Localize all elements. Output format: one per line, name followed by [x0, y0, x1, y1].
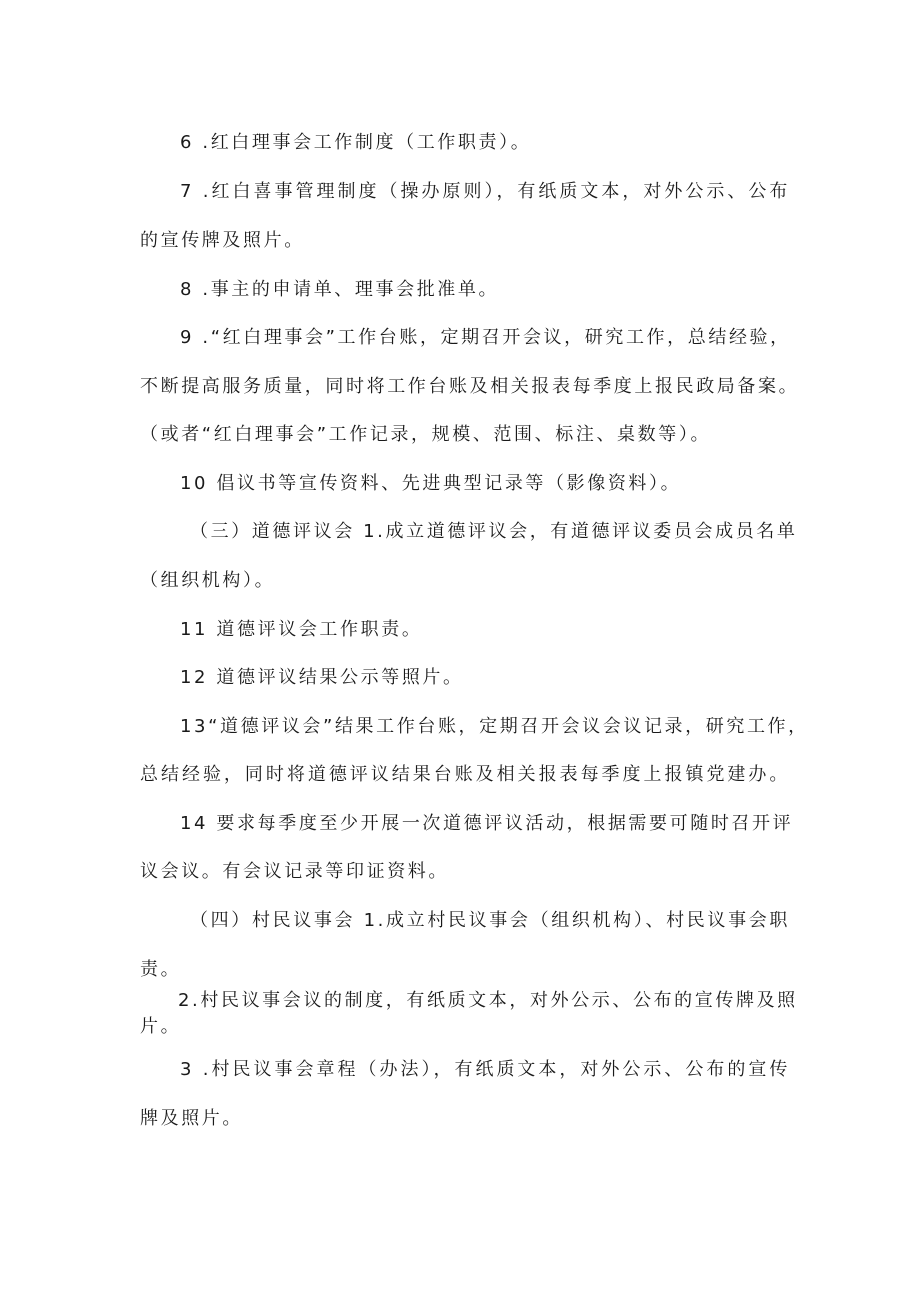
text-line: 6 .红白理事会工作制度（工作职责）。	[180, 132, 532, 153]
text-line: （组织机构）。	[140, 570, 276, 591]
text-line: 不断提高服务质量，同时将工作台账及相关报表每季度上报民政局备案。	[140, 376, 800, 397]
text-line: 9 .“红白理事会”工作台账，定期召开会议，研究工作，总结经验，	[180, 327, 791, 348]
text-line: 12 道德评议结果公示等照片。	[180, 667, 464, 688]
text-line: 11 道德评议会工作职责。	[180, 619, 423, 640]
text-line: 的宣传牌及照片。	[140, 230, 305, 251]
text-line: （或者“红白理事会”工作记录，规模、范围、标注、桌数等）。	[140, 424, 712, 445]
text-line: 13“道德评议会”结果工作台账，定期召开会议会议记录，研究工作，	[180, 716, 809, 737]
text-line: 3 .村民议事会章程（办法），有纸质文本，对外公示、公布的宣传	[180, 1059, 790, 1080]
text-line: 2.村民议事会议的制度，有纸质文本，对外公示、公布的宣传牌及照	[178, 990, 798, 1011]
text-line: 8 .事主的申请单、理事会批准单。	[180, 279, 500, 300]
text-line: （四）村民议事会 1.成立村民议事会（组织机构）、村民议事会职	[190, 910, 790, 931]
text-line: 10 倡议书等宣传资料、先进典型记录等（影像资料）。	[180, 473, 682, 494]
text-line: 议会议。有会议记录等印证资料。	[140, 861, 449, 882]
text-line: 总结经验，同时将道德评议结果台账及相关报表每季度上报镇党建办。	[140, 764, 790, 785]
text-line: 7 .红白喜事管理制度（操办原则），有纸质文本，对外公示、公布	[180, 181, 790, 202]
text-line: 14 要求每季度至少开展一次道德评议活动，根据需要可随时召开评	[180, 813, 794, 834]
text-line: 牌及照片。	[140, 1108, 243, 1129]
text-line: 责。	[140, 959, 182, 980]
text-line: （三）道德评议会 1.成立道德评议会，有道德评议委员会成员名单	[190, 521, 798, 542]
text-line: 片。	[140, 1016, 182, 1037]
